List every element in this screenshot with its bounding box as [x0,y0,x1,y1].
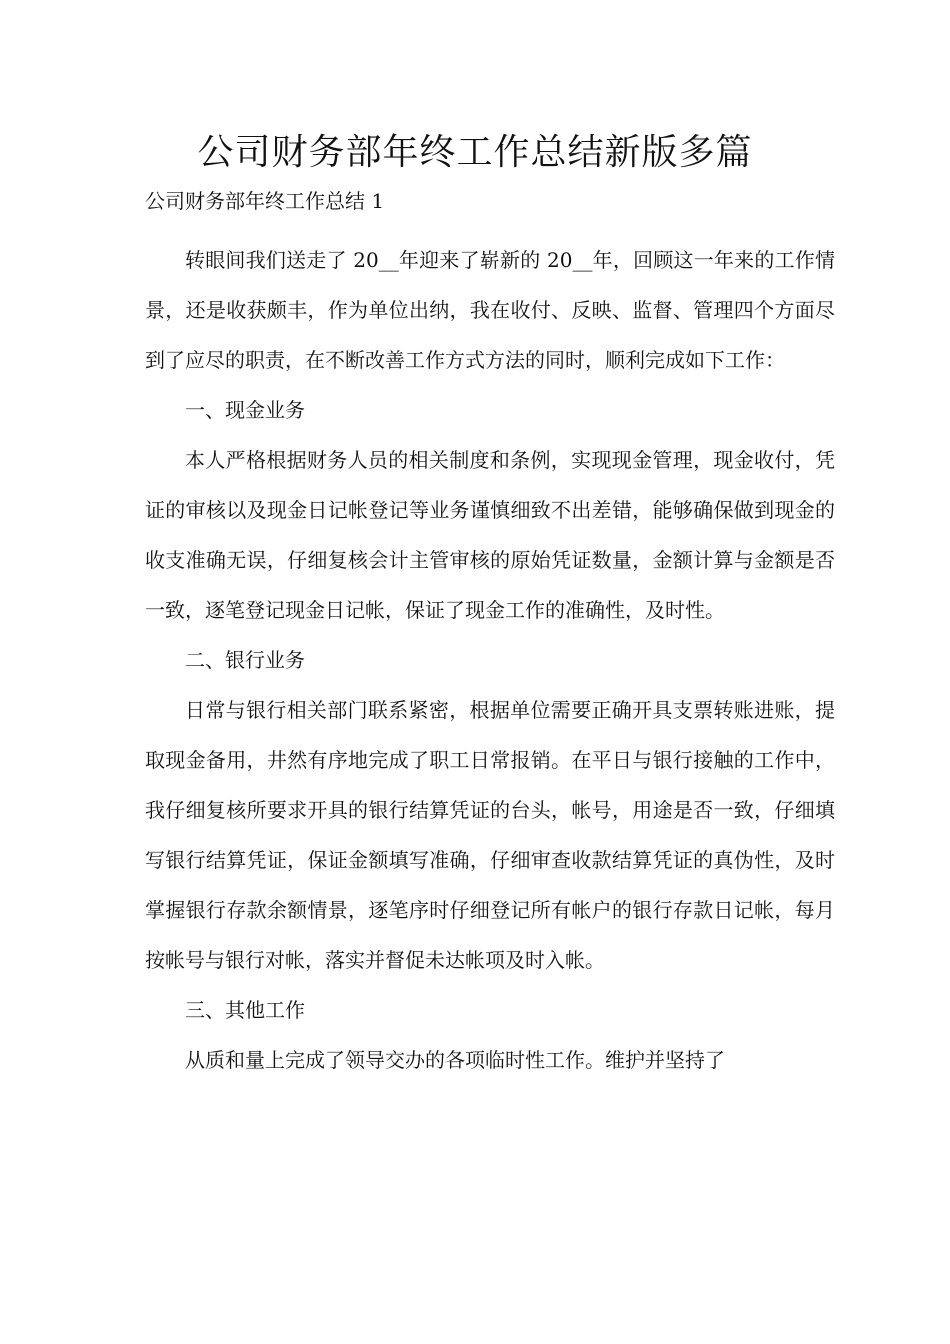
section-heading-bank: 二、银行业务 [185,648,305,672]
paragraph-cash: 本人严格根据财务人员的相关制度和条例，实现现金管理，现金收付，凭证的审核以及现金日记帐登记等业务谨慎细致不出差错，能够确保做到现金的收支准确无误，仔细复核会计主管审核的原始凭证数量，金额计算与金额是否一致，逐笔登记现金日记帐，保证了现金工作的准确性，及时性。 [145,448,835,622]
section-heading-cash: 一、现金业务 [185,398,305,422]
paragraph-other: 从质和量上完成了领导交办的各项临时性工作。维护并坚持了 [185,1048,725,1072]
paragraph-bank: 日常与银行相关部门联系紧密，根据单位需要正确开具支票转账进账，提取现金备用，井然有序地完成了职工日常报销。在平日与银行接触的工作中，我仔细复核所要求开具的银行结算凭证的台头，帐号，用途是否一致，仔细填写银行结算凭证，保证金额填写准确，仔细审查收款结算凭证的真伪性，及时掌握银行存款余额情景，逐笔序时仔细登记所有帐户的银行存款日记帐，每月按帐号与银行对帐，落实并督促未达帐项及时入帐。 [145,698,835,972]
document-title: 公司财务部年终工作总结新版多篇 [197,132,753,173]
paragraph-intro: 转眼间我们送走了 20__年迎来了崭新的 20__年，回顾这一年来的工作情景，还是收获颇丰，作为单位出纳，我在收付、反映、监督、管理四个方面尽到了应尽的职责，在不断改善工作方式方法的同时，顺利完成如下工作： [145,248,835,372]
document-subtitle: 公司财务部年终工作总结 1 [145,189,385,213]
document-body [145,235,835,1085]
section-heading-other: 三、其他工作 [185,998,305,1022]
